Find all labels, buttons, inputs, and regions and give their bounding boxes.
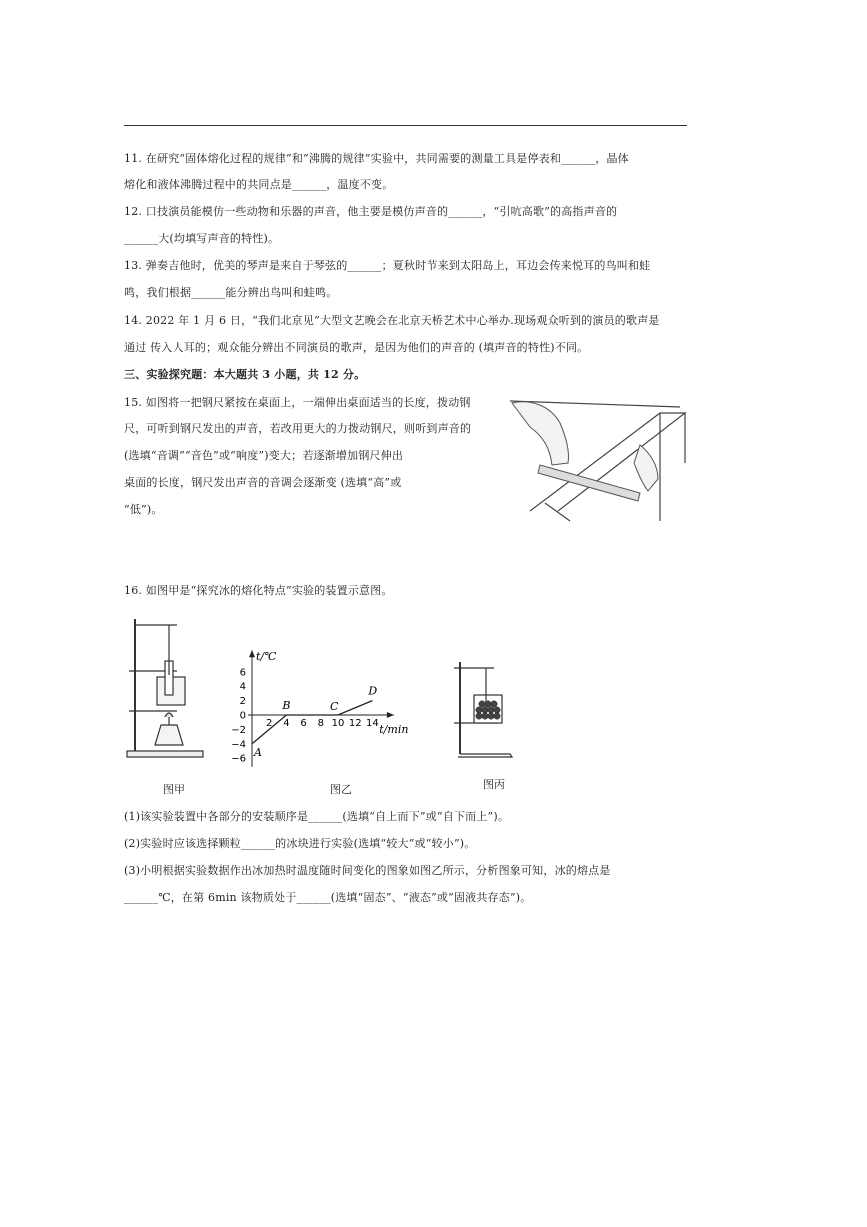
y-axis-label: t/℃ [256,650,277,664]
point-label-d: D [368,684,378,698]
x-tick-label: 8 [317,718,324,729]
x-axis-arrow [387,712,394,718]
q12-line2: ______大(均填写声音的特性)。 [124,232,280,245]
q16-part3-line2: ______℃，在第 6min 该物质处于______(选填“固态”、“液态”或“固液共存态”)。 [124,891,532,904]
q11-line2: 熔化和液体沸腾过程中的共同点是______，温度不变。 [124,178,394,191]
q12-line1: 12. 口技演员能模仿一些动物和乐器的声音，他主要是模仿声音的______，“引吭高歌”的高指声音的 [124,205,618,218]
q15-line3: (选填“音调”“音色”或“响度”)变大；若逐渐增加钢尺伸出 [124,449,404,462]
q11-line1: 11. 在研究“固体熔化过程的规律”和“沸腾的规律”实验中，共同需要的测量工具是停表和______，晶体 [124,152,629,165]
x-tick-label: 2 [266,718,273,729]
y-tick-label: −4 [231,739,246,751]
q16-part1: (1)该实验装置中各部分的安装顺序是______(选填“自上而下”或“自下而上”)。 [124,810,510,823]
point-label-b: B [282,699,291,712]
q15-line4: 桌面的长度，钢尺发出声音的音调会逐渐变 (选填“高”或 [124,476,402,489]
q16-part3-line1: (3)小明根据实验数据作出冰加热时温度随时间变化的图象如图乙所示，分析图象可知，冰的熔点是 [124,864,611,877]
q15-line5: “低”)。 [124,503,163,516]
ruler-table-figure [510,393,690,523]
x-tick-label: 12 [348,718,362,729]
y-tick-label: −2 [231,724,246,736]
q13-line1: 13. 弹奏吉他时，优美的琴声是来自于琴弦的______；夏秋时节来到太阳岛上，耳边会传来悦耳的鸟叫和蛙 [124,259,651,272]
y-tick-label: 4 [239,681,246,693]
y-axis-arrow [249,650,255,657]
y-tick-label: 2 [239,696,246,708]
x-tick-label: 10 [331,718,345,729]
q16-part2: (2)实验时应该选择颗粒______的冰块进行实验(选填“较大”或“较小”)。 [124,837,476,850]
q16-intro: 16. 如图甲是“探究冰的熔化特点”实验的装置示意图。 [124,584,393,597]
x-axis-label: t/min [379,723,409,736]
point-label-c: C [330,700,339,713]
x-tick-label: 14 [366,718,379,729]
q14-line1: 14. 2022 年 1 月 6 日，“我们北京见”大型文艺晚会在北京天桥艺术中心举办.现场观众听到的演员的歌声是 [124,314,660,327]
apparatus-figure-a [125,615,205,765]
point-label-a: A [254,745,262,759]
figure-b-caption: 图乙 [330,783,352,796]
y-tick-label: 6 [239,667,246,679]
q13-line2: 鸣，我们根据______能分辨出鸟叫和蛙鸣。 [124,286,338,299]
figure-c-caption: 图丙 [483,778,505,791]
temperature-chart [222,632,437,772]
y-tick-label: −6 [231,753,246,765]
q15-line1: 15. 如图将一把钢尺紧按在桌面上，一端伸出桌面适当的长度，拨动钢 [124,396,471,409]
y-tick-label: 0 [239,710,246,722]
header-rule [124,125,687,126]
x-tick-label: 6 [300,718,307,729]
x-tick-label: 4 [283,718,290,729]
apparatus-figure-c [450,658,520,763]
figure-a-caption: 图甲 [163,783,185,796]
q14-line2: 通过 传入人耳的；观众能分辨出不同演员的歌声，是因为他们的声音的 (填声音的特性)不同。 [124,341,589,354]
q15-line2: 尺，可听到钢尺发出的声音，若改用更大的力拨动钢尺，则听到声音的 [124,422,472,435]
section-3-heading: 三、实验探究题：本大题共 3 小题，共 12 分。 [124,368,366,381]
